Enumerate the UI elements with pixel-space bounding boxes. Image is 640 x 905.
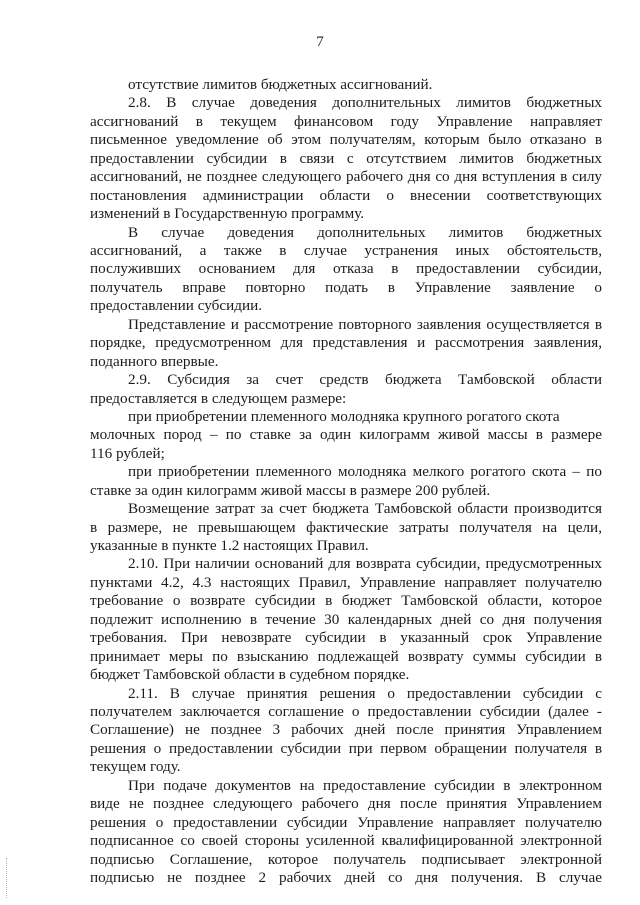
text-line: текущем году. xyxy=(90,758,181,775)
text-line: требование о возврате субсидии в бюджет Тамбовской области, которое xyxy=(90,592,602,609)
text-line: виде не позднее следующего рабочего дня после принятия Управлением xyxy=(90,795,602,812)
text-line: принимает меры по взысканию подлежащей возврату суммы субсидии в xyxy=(90,648,602,665)
text-line: бюджет Тамбовской области в судебном порядке. xyxy=(90,666,410,683)
text-line: подписью не позднее 2 рабочих дней со дня получения. В случае xyxy=(90,869,602,886)
text-line: ассигнований, не позднее следующего рабочего дня со дня вступления в силу xyxy=(90,168,602,185)
text-line: 2.9. Субсидия за счет средств бюджета Тамбовской области xyxy=(128,371,602,388)
text-line: требования. При невозврате субсидии в указанный срок Управление xyxy=(90,629,602,646)
text-line: Представление и рассмотрение повторного заявления осуществляется в xyxy=(128,316,602,333)
text-line: в размере, не превышающем фактические затраты получателя на цели, xyxy=(90,519,602,536)
text-line: молочных пород – по ставке за один килограмм живой массы в размере xyxy=(90,426,602,443)
text-line: подписанное со своей стороны усиленной квалифицированной электронной xyxy=(90,832,602,849)
text-line: ассигнований в текущем финансовом году Управление направляет xyxy=(90,113,602,130)
text-line: ставке за один килограмм живой массы в размере 200 рублей. xyxy=(90,482,491,499)
text-line: получатель вправе повторно подать в Управление заявление о xyxy=(90,279,602,296)
text-line: При подаче документов на предоставление субсидии в электронном xyxy=(128,777,602,794)
text-line: предоставлении субсидии. xyxy=(90,297,263,314)
text-line: В случае доведения дополнительных лимитов бюджетных xyxy=(128,224,602,241)
page-number: 7 xyxy=(316,34,324,50)
text-line: порядке, предусмотренном для представления и рассмотрения заявления, xyxy=(90,334,602,351)
text-line: ассигнований, а также в случае устранения иных обстоятельств, xyxy=(90,242,602,259)
text-line: 2.10. При наличии оснований для возврата субсидии, предусмотренных xyxy=(128,555,602,572)
text-line: подписью Соглашение, которое получатель подписывает электронной xyxy=(90,851,602,868)
text-line: послуживших основанием для отказа в предоставлении субсидии, xyxy=(90,260,602,277)
text-line: поданного впервые. xyxy=(90,353,219,370)
scan-edge-mark xyxy=(6,858,8,898)
text-line: получателем заключается соглашение о предоставлении субсидии (далее - xyxy=(90,703,602,720)
text-line: постановления администрации области о внесении соответствующих xyxy=(90,187,602,204)
text-line: изменений в Государственную программу. xyxy=(90,205,365,222)
text-line: подлежит исполнению в течение 30 календарных дней со дня получения xyxy=(90,611,602,628)
text-line: указанные в пункте 1.2 настоящих Правил. xyxy=(90,537,369,554)
text-line: решения о предоставлении субсидии при первом обращении получателя в xyxy=(90,740,602,757)
text-line: 2.11. В случае принятия решения о предоставлении субсидии с xyxy=(128,685,602,702)
text-line: при приобретении племенного молодняка крупного рогатого скота xyxy=(128,408,560,425)
text-line: 2.8. В случае доведения дополнительных лимитов бюджетных xyxy=(128,94,602,111)
text-line: 116 рублей; xyxy=(90,445,165,462)
text-line: Возмещение затрат за счет бюджета Тамбовской области производится xyxy=(128,500,602,517)
text-line: при приобретении племенного молодняка мелкого рогатого скота – по xyxy=(128,463,602,480)
text-line: предоставлении субсидии в связи с отсутствием лимитов бюджетных xyxy=(90,150,602,167)
text-line: отсутствие лимитов бюджетных ассигнований. xyxy=(128,76,433,93)
text-line: предоставляется в следующем размере: xyxy=(90,390,347,407)
text-line: решения о предоставлении субсидии Управление направляет получателю xyxy=(90,814,602,831)
text-line: пунктами 4.2, 4.3 настоящих Правил, Управление направляет получателю xyxy=(90,574,602,591)
text-line: письменное уведомление об этом получателям, которым было отказано в xyxy=(90,131,602,148)
text-line: Соглашение) не позднее 3 рабочих дней после принятия Управлением xyxy=(90,721,602,738)
